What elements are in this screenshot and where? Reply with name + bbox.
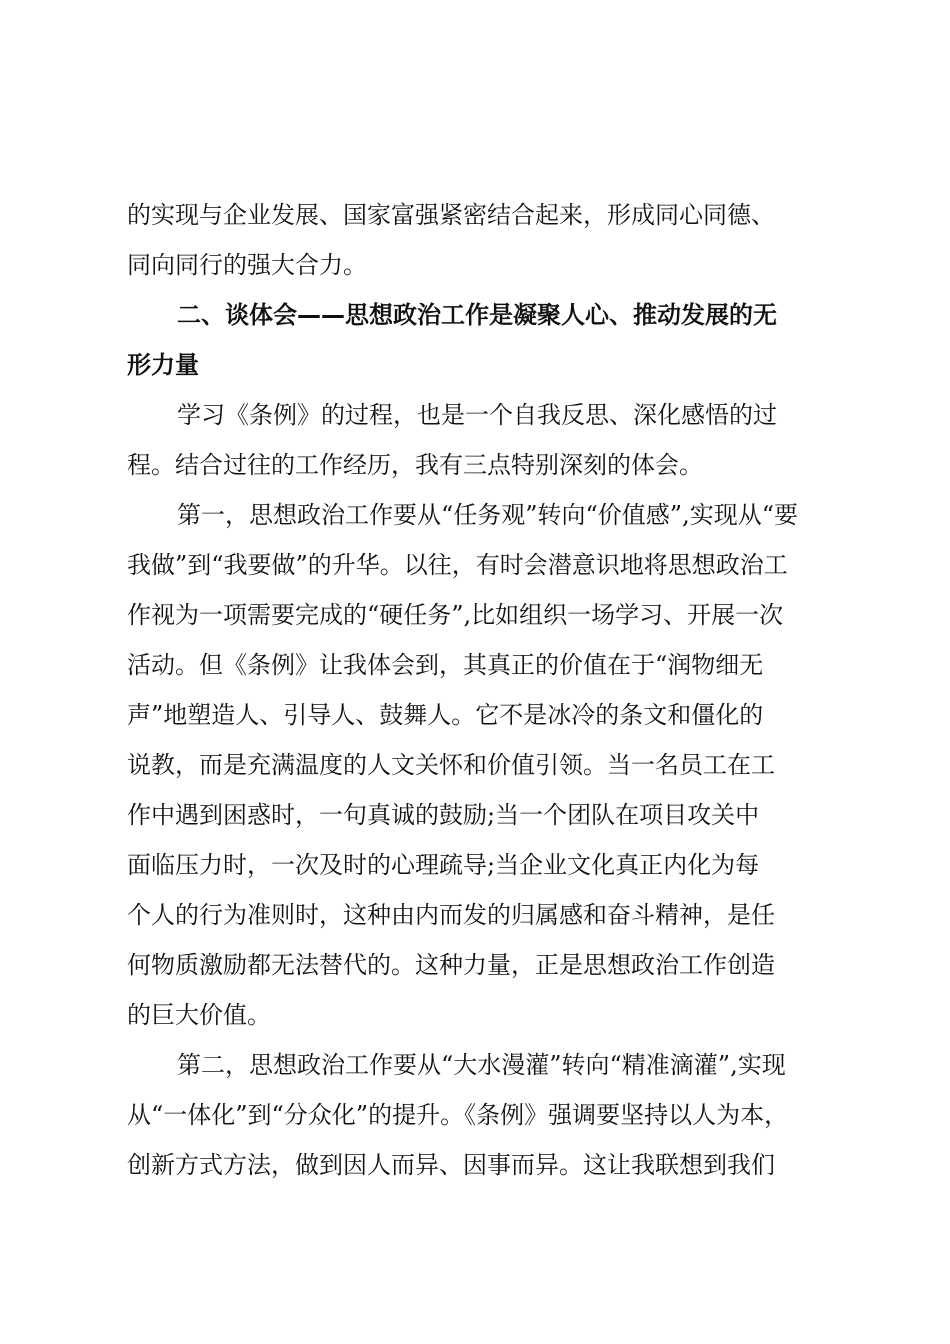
paragraph-line: 的巨大价值。 [127,1001,271,1029]
paragraph-line: 面临压力时，一次及时的心理疏导;当企业文化真正内化为每 [127,851,760,879]
paragraph-line: 何物质激励都无法替代的。这种力量，正是思想政治工作创造 [127,951,775,979]
paragraph-line: 说教，而是充满温度的人文关怀和价值引领。当一名员工在工 [127,751,775,779]
paragraph-line: 作视为一项需要完成的“硬任务”,比如组织一场学习、开展一次 [127,601,784,629]
paragraph-line: 第一，思想政治工作要从“任务观”转向“价值感”,实现从“要 [177,501,798,529]
paragraph-line: 活动。但《条例》让我体会到，其真正的价值在于“润物细无 [127,651,764,679]
paragraph-line: 的实现与企业发展、国家富强紧密结合起来，形成同心同德、 [127,201,775,229]
paragraph-line: 程。结合过往的工作经历，我有三点特别深刻的体会。 [127,451,703,479]
paragraph-line: 声”地塑造人、引导人、鼓舞人。它不是冰冷的条文和僵化的 [127,701,764,729]
paragraph-line: 创新方式方法，做到因人而异、因事而异。这让我联想到我们 [127,1151,775,1179]
paragraph-line: 学习《条例》的过程，也是一个自我反思、深化感悟的过 [177,401,777,429]
paragraph-line: 同向同行的强大合力。 [127,251,367,279]
paragraph-line: 作中遇到困惑时，一句真诚的鼓励;当一个团队在项目攻关中 [127,801,760,829]
paragraph-line: 从“一体化”到“分众化”的提升。《条例》强调要坚持以人为本， [127,1101,789,1129]
paragraph-line: 个人的行为准则时，这种由内而发的归属感和奋斗精神，是任 [127,901,775,929]
paragraph-line: 第二，思想政治工作要从“大水漫灌”转向“精准滴灌”,实现 [177,1051,786,1079]
section-heading-continued: 形力量 [127,351,199,379]
document-body [127,190,827,1190]
paragraph-line: 我做”到“我要做”的升华。以往，有时会潜意识地将思想政治工 [127,551,788,579]
section-heading: 二、谈体会——思想政治工作是凝聚人心、推动发展的无 [177,301,777,329]
